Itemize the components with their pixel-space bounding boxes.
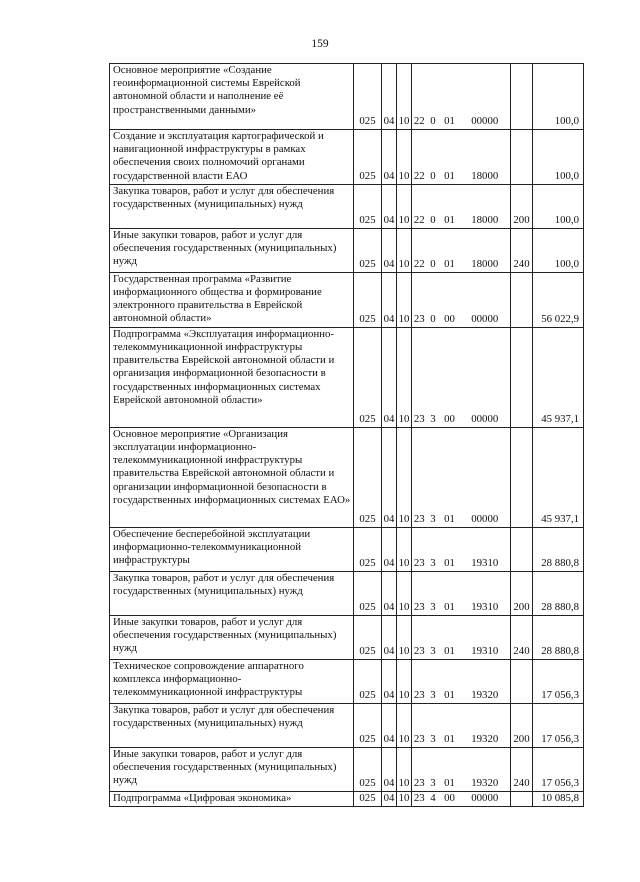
table-row xyxy=(110,615,584,659)
amount-value: 45 937,1 xyxy=(533,327,584,427)
event-code: 00 xyxy=(440,272,460,327)
program-code: 23 xyxy=(412,272,427,327)
row-description: Закупка товаров, работ и услуг для обеспечения государственных (муниципальных) нужд xyxy=(110,184,354,228)
page-number: 159 xyxy=(311,38,329,50)
subprogram-code: 0 xyxy=(427,184,440,228)
program-code: 23 xyxy=(412,327,427,427)
table-body xyxy=(110,64,584,807)
program-code: 23 xyxy=(412,791,427,806)
budget-table xyxy=(109,63,584,807)
subsection-code: 10 xyxy=(397,791,412,806)
subsection-code: 10 xyxy=(397,184,412,228)
direction-code: 00000 xyxy=(460,64,511,130)
program-code: 23 xyxy=(412,427,427,527)
subsection-code: 10 xyxy=(397,228,412,272)
direction-code: 19320 xyxy=(460,703,511,747)
event-code: 01 xyxy=(440,184,460,228)
program-code: 22 xyxy=(412,228,427,272)
row-description: Основное мероприятие «Организация эксплуатации информационно-телекоммуникационной инфраструктуры правительства Еврейской автономной области и организации информационной безопасности в государственных информационных системах ЕАО» xyxy=(110,427,354,527)
subprogram-code: 0 xyxy=(427,272,440,327)
direction-code: 19310 xyxy=(460,615,511,659)
program-code: 23 xyxy=(412,527,427,571)
table-row xyxy=(110,427,584,527)
expense-type-code: 200 xyxy=(511,184,533,228)
expense-type-code xyxy=(511,659,533,703)
table-row xyxy=(110,184,584,228)
amount-value: 10 085,8 xyxy=(533,791,584,806)
ministry-code: 025 xyxy=(354,272,382,327)
ministry-code: 025 xyxy=(354,615,382,659)
program-code: 23 xyxy=(412,703,427,747)
expense-type-code xyxy=(511,130,533,185)
subsection-code: 10 xyxy=(397,527,412,571)
subsection-code: 10 xyxy=(397,272,412,327)
direction-code: 19320 xyxy=(460,659,511,703)
row-description: Техническое сопровождение аппаратного комплекса информационно-телекоммуникационной инфраструктуры xyxy=(110,659,354,703)
table-row xyxy=(110,527,584,571)
event-code: 01 xyxy=(440,571,460,615)
table-row xyxy=(110,64,584,130)
expense-type-code xyxy=(511,791,533,806)
section-code: 04 xyxy=(382,327,397,427)
row-description: Обеспечение бесперебойной эксплуатации информационно-телекоммуникационной инфраструктуры xyxy=(110,527,354,571)
section-code: 04 xyxy=(382,791,397,806)
event-code: 01 xyxy=(440,747,460,791)
program-code: 22 xyxy=(412,130,427,185)
table-row xyxy=(110,228,584,272)
event-code: 01 xyxy=(440,659,460,703)
ministry-code: 025 xyxy=(354,659,382,703)
section-code: 04 xyxy=(382,703,397,747)
table-row xyxy=(110,272,584,327)
event-code: 01 xyxy=(440,427,460,527)
row-description: Иные закупки товаров, работ и услуг для обеспечения государственных (муниципальных) нужд xyxy=(110,228,354,272)
ministry-code: 025 xyxy=(354,571,382,615)
subprogram-code: 3 xyxy=(427,527,440,571)
subprogram-code: 3 xyxy=(427,571,440,615)
section-code: 04 xyxy=(382,272,397,327)
expense-type-code: 200 xyxy=(511,703,533,747)
row-description: Подпрограмма «Цифровая экономика» xyxy=(110,791,354,806)
subprogram-code: 0 xyxy=(427,130,440,185)
ministry-code: 025 xyxy=(354,791,382,806)
row-description: Иные закупки товаров, работ и услуг для обеспечения государственных (муниципальных) нужд xyxy=(110,747,354,791)
amount-value: 45 937,1 xyxy=(533,427,584,527)
amount-value: 100,0 xyxy=(533,228,584,272)
section-code: 04 xyxy=(382,659,397,703)
section-code: 04 xyxy=(382,747,397,791)
subprogram-code: 3 xyxy=(427,659,440,703)
table-row xyxy=(110,327,584,427)
direction-code: 19320 xyxy=(460,747,511,791)
event-code: 01 xyxy=(440,527,460,571)
direction-code: 18000 xyxy=(460,130,511,185)
subsection-code: 10 xyxy=(397,703,412,747)
event-code: 01 xyxy=(440,130,460,185)
direction-code: 00000 xyxy=(460,327,511,427)
event-code: 01 xyxy=(440,615,460,659)
amount-value: 28 880,8 xyxy=(533,615,584,659)
row-description: Подпрограмма «Эксплуатация информационно-телекоммуникационной инфраструктуры правительства Еврейской автономной области и организация информационной безопасности в государственных информационных системах Еврейской автономной области» xyxy=(110,327,354,427)
program-code: 23 xyxy=(412,747,427,791)
subprogram-code: 3 xyxy=(427,427,440,527)
subprogram-code: 0 xyxy=(427,64,440,130)
subprogram-code: 3 xyxy=(427,327,440,427)
amount-value: 100,0 xyxy=(533,184,584,228)
table-row xyxy=(110,571,584,615)
section-code: 04 xyxy=(382,64,397,130)
section-code: 04 xyxy=(382,427,397,527)
subprogram-code: 3 xyxy=(427,747,440,791)
direction-code: 00000 xyxy=(460,427,511,527)
ministry-code: 025 xyxy=(354,130,382,185)
amount-value: 28 880,8 xyxy=(533,527,584,571)
subsection-code: 10 xyxy=(397,571,412,615)
ministry-code: 025 xyxy=(354,228,382,272)
ministry-code: 025 xyxy=(354,184,382,228)
ministry-code: 025 xyxy=(354,703,382,747)
direction-code: 19310 xyxy=(460,527,511,571)
amount-value: 100,0 xyxy=(533,64,584,130)
expense-type-code: 240 xyxy=(511,615,533,659)
amount-value: 17 056,3 xyxy=(533,703,584,747)
ministry-code: 025 xyxy=(354,327,382,427)
row-description: Закупка товаров, работ и услуг для обеспечения государственных (муниципальных) нужд xyxy=(110,571,354,615)
direction-code: 00000 xyxy=(460,791,511,806)
expense-type-code: 200 xyxy=(511,571,533,615)
subsection-code: 10 xyxy=(397,327,412,427)
event-code: 00 xyxy=(440,327,460,427)
amount-value: 28 880,8 xyxy=(533,571,584,615)
event-code: 00 xyxy=(440,791,460,806)
section-code: 04 xyxy=(382,228,397,272)
direction-code: 19310 xyxy=(460,571,511,615)
direction-code: 00000 xyxy=(460,272,511,327)
row-description: Закупка товаров, работ и услуг для обеспечения государственных (муниципальных) нужд xyxy=(110,703,354,747)
row-description: Иные закупки товаров, работ и услуг для обеспечения государственных (муниципальных) нужд xyxy=(110,615,354,659)
direction-code: 18000 xyxy=(460,184,511,228)
event-code: 01 xyxy=(440,64,460,130)
program-code: 22 xyxy=(412,184,427,228)
amount-value: 56 022,9 xyxy=(533,272,584,327)
amount-value: 17 056,3 xyxy=(533,747,584,791)
subprogram-code: 0 xyxy=(427,228,440,272)
subsection-code: 10 xyxy=(397,427,412,527)
expense-type-code xyxy=(511,64,533,130)
program-code: 23 xyxy=(412,659,427,703)
amount-value: 100,0 xyxy=(533,130,584,185)
ministry-code: 025 xyxy=(354,64,382,130)
section-code: 04 xyxy=(382,615,397,659)
table-row xyxy=(110,130,584,185)
subsection-code: 10 xyxy=(397,130,412,185)
row-description: Создание и эксплуатация картографической и навигационной инфраструктуры в рамках обеспечения своих полномочий органами государственной власти ЕАО xyxy=(110,130,354,185)
expense-type-code xyxy=(511,527,533,571)
subsection-code: 10 xyxy=(397,747,412,791)
expense-type-code xyxy=(511,272,533,327)
subsection-code: 10 xyxy=(397,64,412,130)
ministry-code: 025 xyxy=(354,527,382,571)
amount-value: 17 056,3 xyxy=(533,659,584,703)
section-code: 04 xyxy=(382,130,397,185)
expense-type-code xyxy=(511,427,533,527)
row-description: Основное мероприятие «Создание геоинформационной системы Еврейской автономной области и наполнение её пространственными данными» xyxy=(110,64,354,130)
expense-type-code xyxy=(511,327,533,427)
ministry-code: 025 xyxy=(354,427,382,527)
table-row xyxy=(110,747,584,791)
expense-type-code: 240 xyxy=(511,747,533,791)
event-code: 01 xyxy=(440,228,460,272)
program-code: 22 xyxy=(412,64,427,130)
table-row xyxy=(110,791,584,806)
section-code: 04 xyxy=(382,184,397,228)
subprogram-code: 3 xyxy=(427,615,440,659)
ministry-code: 025 xyxy=(354,747,382,791)
table-row xyxy=(110,703,584,747)
section-code: 04 xyxy=(382,527,397,571)
section-code: 04 xyxy=(382,571,397,615)
direction-code: 18000 xyxy=(460,228,511,272)
row-description: Государственная программа «Развитие информационного общества и формирование электронного правительства в Еврейской автономной области» xyxy=(110,272,354,327)
program-code: 23 xyxy=(412,615,427,659)
table-row xyxy=(110,659,584,703)
subprogram-code: 4 xyxy=(427,791,440,806)
subsection-code: 10 xyxy=(397,659,412,703)
event-code: 01 xyxy=(440,703,460,747)
subsection-code: 10 xyxy=(397,615,412,659)
expense-type-code: 240 xyxy=(511,228,533,272)
subprogram-code: 3 xyxy=(427,703,440,747)
program-code: 23 xyxy=(412,571,427,615)
